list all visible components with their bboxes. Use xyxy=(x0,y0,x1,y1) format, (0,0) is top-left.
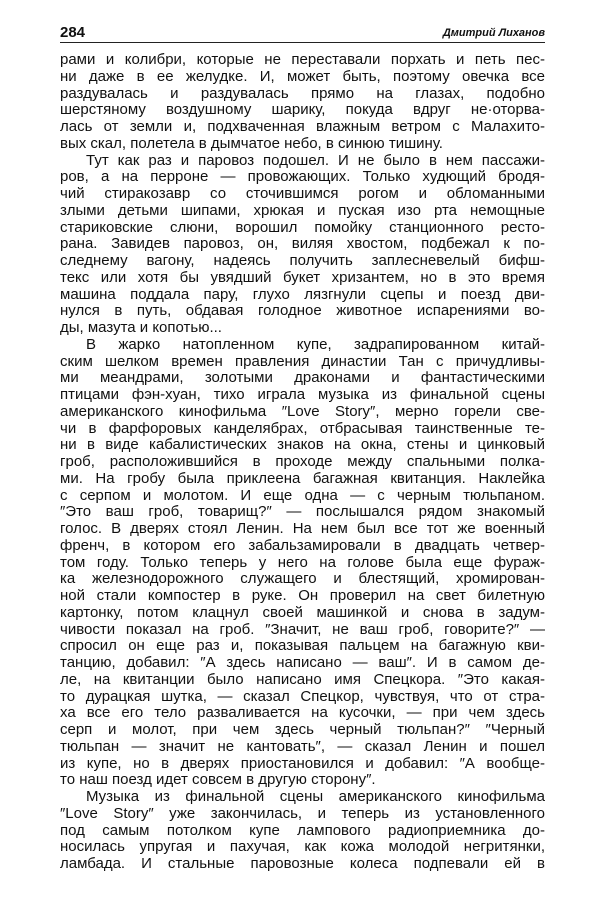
text-line: ″Love Story″ уже закончилась, и теперь из установленного xyxy=(60,804,545,822)
text-line: картонку, потом клацнул своей машинкой и снова в задум- xyxy=(60,603,545,621)
text-line: чивости показал на гроб. ″Значит, не ваш гроб, говорите?″ — xyxy=(60,620,545,638)
text-line: гроб, расположившийся в проходе между спальными полка- xyxy=(60,453,545,470)
page-header xyxy=(60,22,545,43)
text-line: ми меандрами, золотыми драконами и фантастическими xyxy=(60,369,545,387)
text-line: Музыка из финальной сцены американского кинофильма xyxy=(86,788,545,805)
text-line: чий стиракозавр со сточившимся рогом и обломанными xyxy=(60,185,545,202)
text-line: танцию, добавил: ″А здесь написано — ваш″. И в самом де- xyxy=(60,654,545,671)
text-line: тюльпан — значит не кантовать″, — сказал Ленин и пошел xyxy=(60,737,545,755)
text-line: ни в виде кабалистических знаков на окна, стены и цинковый xyxy=(60,436,545,454)
text-line: ной стали компостер в руке. Он проверил на свет билетную xyxy=(60,587,545,604)
page-body-text xyxy=(60,52,545,873)
text-line: машина поддала пару, глухо лязгнули сцепы и поезд дви- xyxy=(60,285,545,303)
text-line: ров, а на перроне — провожающих. Только худющий бродя- xyxy=(60,168,545,186)
running-head-author: Дмитрий Лиханов xyxy=(442,27,545,39)
text-line: рана. Завидев паровоз, он, виляя хвостом, подбежал к по- xyxy=(60,235,545,253)
text-line: рами и колибри, которые не переставали порхать и петь пес- xyxy=(60,51,545,68)
text-line: ламбада. И стальные паровозные колеса подпевали ей в xyxy=(60,855,545,872)
text-line: лась от земли и, подхваченная влажным ветром с Малахито- xyxy=(60,118,545,135)
text-line: ни даже в ее желудке. И, может быть, поэтому овечка все xyxy=(60,67,545,85)
text-line: текс или хотя бы увядший букет хризантем, но в это время xyxy=(60,268,545,286)
text-line: нулся в путь, обдавая голодное животное испарениями во- xyxy=(60,302,545,320)
text-line: ды, мазута и копотью... xyxy=(60,319,222,336)
text-line: Тут как раз и паровоз подошел. И не было в нем пассажи- xyxy=(86,151,545,169)
text-line: носилась упругая и пахучая, как кожа молодой негритянки, xyxy=(60,838,545,856)
text-line: ка железнодорожного служащего и блестящий, хромирован- xyxy=(60,570,545,588)
text-line: злыми детьми шипами, хрюкая и пуская изо рта немощные xyxy=(60,201,545,219)
paragraph xyxy=(60,337,545,789)
text-line: то дурацкая шутка, — сказал Спецкор, чувствуя, что от стра- xyxy=(60,687,545,705)
text-line: В жарко натопленном купе, задрапированном китай- xyxy=(86,335,545,353)
text-line: шерстяному воздушному шарику, покуда вдруг не·оторва- xyxy=(60,101,545,119)
text-line: стариковские слюни, ворошил помойку станционного ресто- xyxy=(60,218,545,236)
paragraph xyxy=(60,153,545,337)
text-line: ха все его тело разваливается на кусочки, — при чем здесь xyxy=(60,704,545,722)
paragraph xyxy=(60,789,545,873)
text-line: следнему вагону, надеясь получить заплесневелый бифш- xyxy=(60,252,545,269)
text-line: ским шелком времен правления династии Тан с причудливы- xyxy=(60,352,545,370)
text-line: из купе, но в дверях приостановился и добавил: ″А вообще- xyxy=(60,754,545,772)
text-line: с серпом и молотом. И еще одна — с черным тюльпаном. xyxy=(60,486,545,504)
text-line: раздувалась и раздувалась прямо на глазах, подобно xyxy=(60,84,545,102)
text-line: птицами фэн-хуан, тихо играла музыка из финальной сцены xyxy=(60,386,545,403)
text-line: ми. На гробу была приклеена багажная квитанция. Наклейка xyxy=(60,469,545,487)
text-line: ″Это ваш гроб, товарищ?″ — послышался рядом знакомый xyxy=(60,503,545,521)
page-number: 284 xyxy=(60,24,86,41)
text-line: вых скал, полетела в дымчатое небо, в синюю тишину. xyxy=(60,134,443,152)
text-line: чи в фарфоровых канделябрах, отбрасывая таинственные те- xyxy=(60,419,545,437)
text-line: ле, на квитанции было написано имя Спецкора. ″Это какая- xyxy=(60,670,545,688)
text-line: голос. В дверях стоял Ленин. На нем был все тот же военный xyxy=(60,520,545,537)
text-line: серп и молот, при чем здесь черный тюльпан?″ ″Черный xyxy=(60,721,545,738)
text-line: френч, в котором его забальзамировали в двадцать четвер- xyxy=(60,536,545,554)
text-line: спросил он еще раз и, показывая пальцем на багажную кви- xyxy=(60,637,545,655)
paragraph xyxy=(60,52,545,153)
text-line: американского кинофильма ″Love Story″, мерно горели све- xyxy=(60,402,545,420)
text-line: то наш поезд идет совсем в другую сторону″. xyxy=(60,771,376,789)
text-line: под самым потолком купе лампового радиоприемника до- xyxy=(60,821,545,839)
text-line: том году. Только теперь у него на голове была еще фураж- xyxy=(60,553,545,571)
